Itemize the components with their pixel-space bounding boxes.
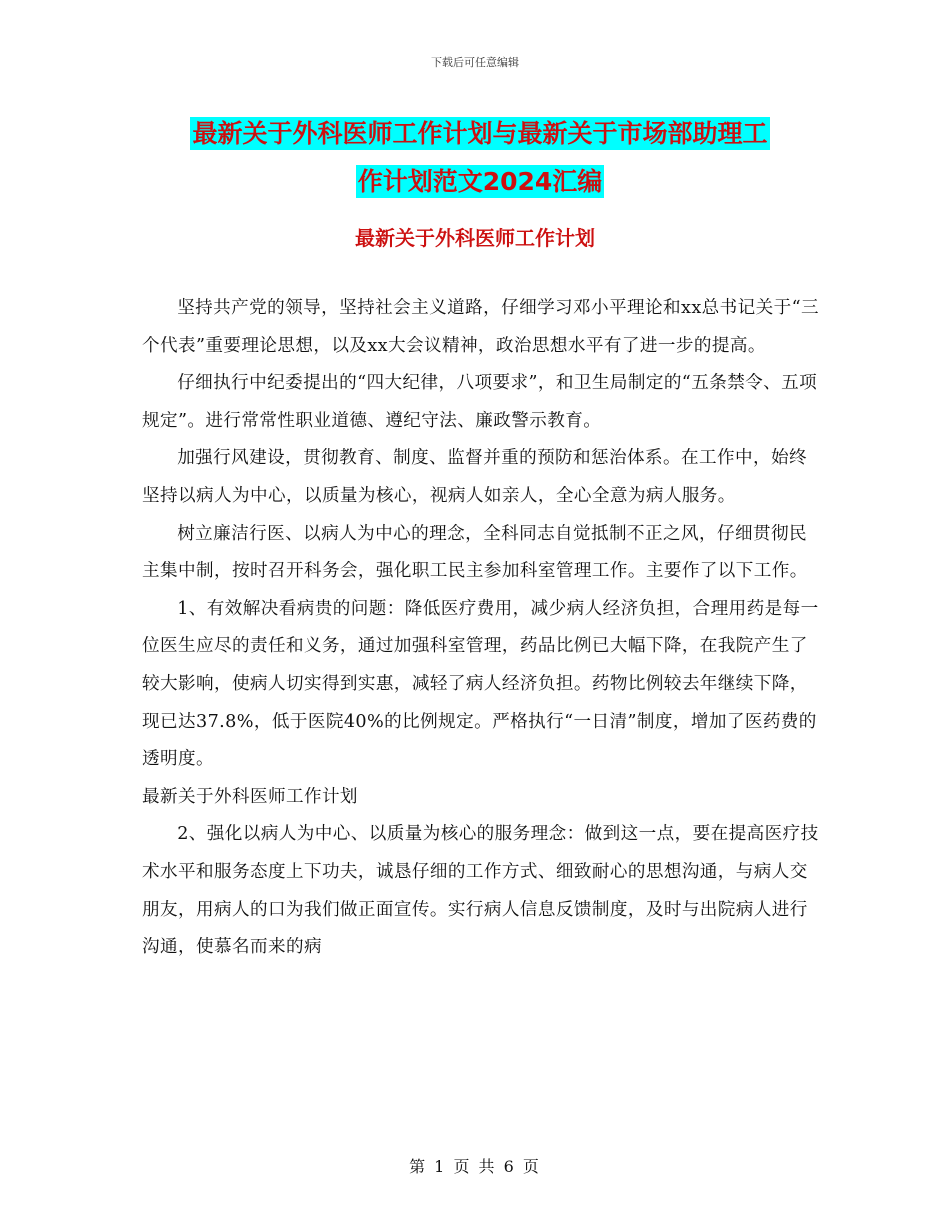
title-line-1: 最新关于外科医师工作计划与最新关于市场部助理工 — [192, 119, 768, 148]
paragraph-3: 加强行风建设，贯彻教育、制度、监督并重的预防和惩治体系。在工作中，始终坚持以病人为中心，以质量为核心，视病人如亲人，全心全意为病人服务。 — [142, 448, 807, 506]
document-title — [150, 110, 810, 206]
document-body — [142, 290, 822, 967]
page-indicator: 第 1 页 共 6 页 — [409, 1157, 541, 1176]
title-line-2: 作计划范文2024汇编 — [357, 167, 603, 196]
paragraph-6: 2、强化以病人为中心、以质量为核心的服务理念：做到这一点，要在提高医疗技术水平和服务态度上下功夫，诚恳仔细的工作方式、细致耐心的思想沟通，与病人交朋友，用病人的口为我们做正面宣传。实行病人信息反馈制度，及时与出院病人进行沟通，使慕名而来的病 — [142, 824, 819, 958]
paragraph-1: 坚持共产党的领导，坚持社会主义道路，仔细学习邓小平理论和xx总书记关于“三个代表”重要理论思想，以及xx大会议精神，政治思想水平有了进一步的提高。 — [142, 298, 820, 356]
paragraph-5: 1、有效解决看病贵的问题：降低医疗费用，减少病人经济负担，合理用药是每一位医生应尽的责任和义务，通过加强科室管理，药品比例已大幅下降，在我院产生了较大影响，使病人切实得到实惠，减轻了病人经济负担。药物比例较去年继续下降，现已达37.8%，低于医院40%的比例规定。严格执行“一日清”制度，增加了医药费的透明度。 — [142, 598, 819, 770]
paragraph-2: 仔细执行中纪委提出的“四大纪律，八项要求”，和卫生局制定的“五条禁令、五项规定”。进行常常性职业道德、遵纪守法、廉政警示教育。 — [142, 373, 818, 431]
header-note: 下载后可任意编辑 — [431, 56, 519, 69]
paragraph-4: 树立廉洁行医、以病人为中心的理念，全科同志自觉抵制不正之风，仔细贯彻民主集中制，按时召开科务会，强化职工民主参加科室管理工作。主要作了以下工作。 — [142, 523, 808, 582]
inline-heading: 最新关于外科医师工作计划 — [142, 786, 358, 807]
section-title: 最新关于外科医师工作计划 — [355, 226, 595, 250]
